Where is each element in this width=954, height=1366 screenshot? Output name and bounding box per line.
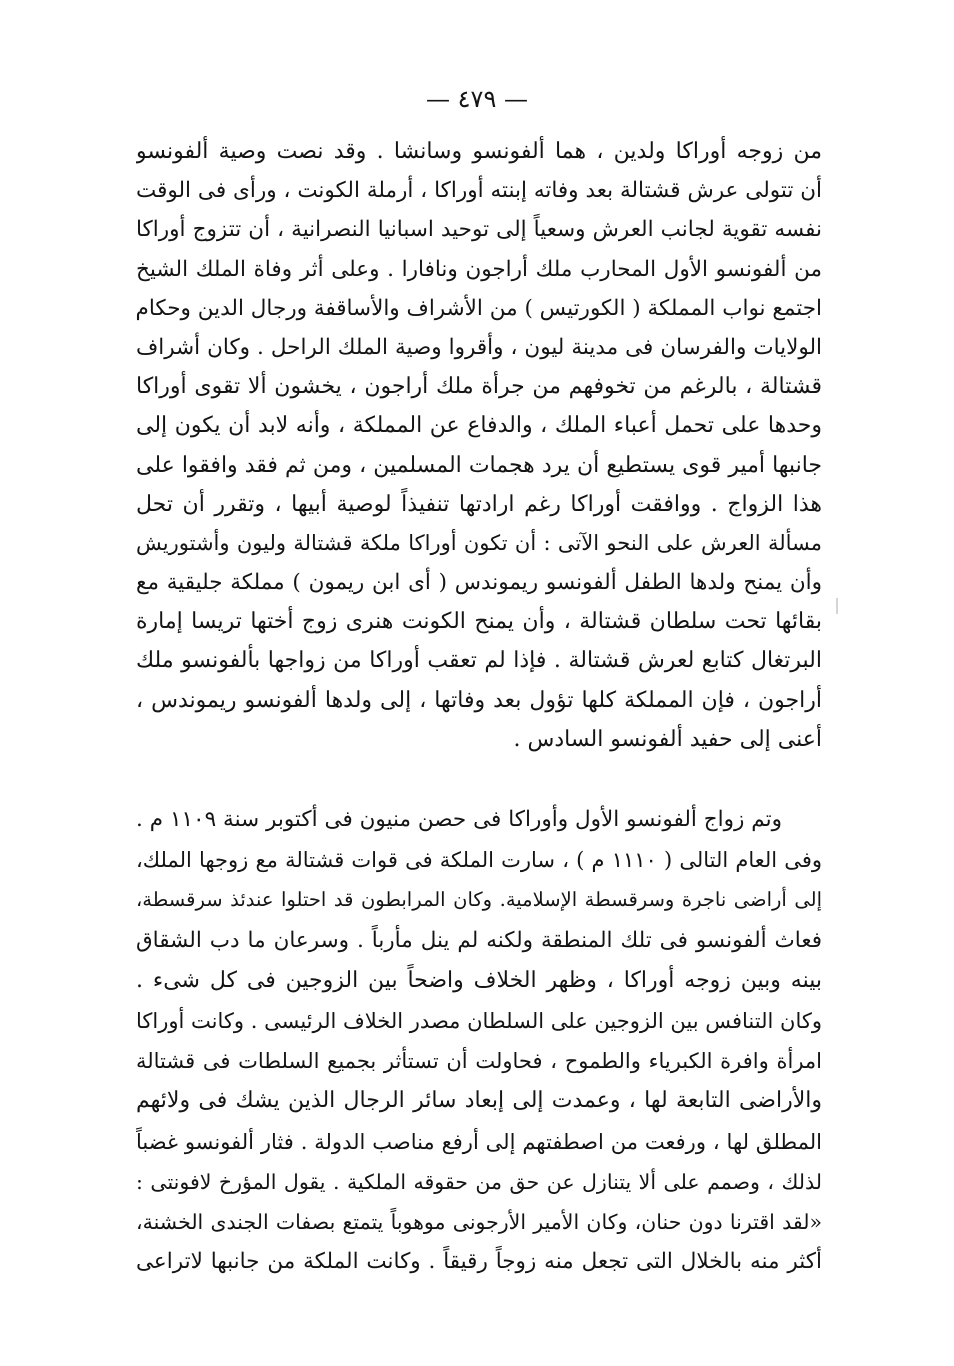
text-line: هذا الزواج . ووافقت أوراكا رغم ارادتها تنفيذاً لوصية أبيها ، وتقرر أن تحل <box>136 491 822 517</box>
text-line: وأن يمنح ولدها الطفل ألفونسو ريموندس ( أى ابن ريمون ) مملكة جليقية مع <box>136 570 822 596</box>
text-line: أراجون ، فإن المملكة كلها تؤول بعد وفاتها ، إلى ولدها ألفونسو ريموندس ، <box>136 687 822 713</box>
text-line: جانبها أمير قوى يستطيع أن يرد هجمات المسلمين ، ومن ثم فقد وافقوا على <box>136 452 822 478</box>
text-line: بقائها تحت سلطان قشتالة ، وأن يمنح الكونت هنرى زوج أختها تريسا إمارة <box>136 609 822 635</box>
text-line: قشتالة ، بالرغم من تخوفهم من جرأة ملك أراجون ، يخشون ألا تقوى أوراكا <box>136 374 822 400</box>
text-line: أعنى إلى حفيد ألفونسو السادس . <box>513 726 822 752</box>
paragraph-1 <box>136 132 822 759</box>
page-number: — ٤٧٩ — <box>426 85 528 113</box>
text-line: وتم زواج ألفونسو الأول وأوراكا فى حصن منيون فى أكتوبر سنة ١١٠٩ م . <box>136 807 782 832</box>
text-line: أن تتولى عرش قشتالة بعد وفاته إبنته أوراكا ، أرملة الكونت ، ورأى فى الوقت <box>136 178 822 204</box>
paragraph-2 <box>136 800 822 1282</box>
text-line: اجتمع نواب المملكة ( الكورتيس ) من الأشراف والأساقفة ورجال الدين وحكام <box>136 295 822 321</box>
text-line: أكثر منه بالخلال التى تجعل منه زوجاً رقيقاً . وكانت الملكة من جانبها لاتراعى <box>136 1249 822 1275</box>
text-line: من زوجه أوراكا ولدين ، هما ألفونسو وسانشا . وقد نصت وصية ألفونسو <box>136 139 822 164</box>
text-line: وفى العام التالى ( ١١١٠ م ) ، سارت الملكة فى قوات قشتالة مع زوجها الملك، <box>136 848 822 873</box>
text-line: الولايات والفرسان فى مدينة ليون ، وأقروا وصية الملك الراحل . وكان أشراف <box>136 334 822 360</box>
text-line: بينه وبين زوجه أوراكا ، وظهر الخلاف واضحاً بين الزوجين فى كل شىء . <box>136 967 822 993</box>
text-line: وكان التنافس بين الزوجين على السلطان مصدر الخلاف الرئيسى . وكانت أوراكا <box>136 1008 822 1033</box>
text-line: «لقد اقترنا دون حنان، وكان الأمير الأرجونى موهوباً يتمتع بصفات الجندى الخشنة، <box>136 1209 822 1234</box>
text-line: فعاث ألفونسو فى تلك المنطقة ولكنه لم ينل مأرباً . وسرعان ما دب الشقاق <box>136 927 822 953</box>
text-line: البرتغال كتابع لعرش قشتالة . فإذا لم تعقب أوراكا من زواجها بألفونسو ملك <box>136 648 822 674</box>
margin-mark <box>836 598 838 614</box>
text-line: إلى أراضى ناجرة وسرقسطة الإسلامية. وكان المرابطون قد احتلوا عندئذ سرقسطة، <box>136 888 822 912</box>
text-line: والأراضى التابعة لها ، وعمدت إلى إبعاد سائر الرجال الذين يشك فى ولائهم <box>136 1088 822 1114</box>
text-line: لذلك ، وصمم على ألا يتنازل عن حق من حقوقه الملكية . يقول المؤرخ لافونتى : <box>136 1169 822 1194</box>
text-line: من ألفونسو الأول المحارب ملك أراجون ونافارا . وعلى أثر وفاة الملك الشيخ <box>136 256 822 282</box>
text-line: مسألة العرش على النحو الآتى : أن تكون أوراكا ملكة قشتالة وليون وأشتوريش <box>136 530 822 555</box>
text-line: امرأة وافرة الكبرياء والطموح ، فحاولت أن تستأثر بجميع السلطات فى قشتالة <box>136 1049 822 1074</box>
text-line: وحدها على تحمل أعباء الملك ، والدفاع عن المملكة ، وأنه لابد أن يكون إلى <box>136 413 822 439</box>
text-line: نفسه تقوية لجانب العرش وسعياً إلى توحيد اسبانيا النصرانية ، أن تتزوج أوراكا <box>136 217 822 243</box>
text-line: المطلق لها ، ورفعت من اصطفتهم إلى أرفع مناصب الدولة . فثار ألفونسو غضباً <box>136 1129 822 1154</box>
